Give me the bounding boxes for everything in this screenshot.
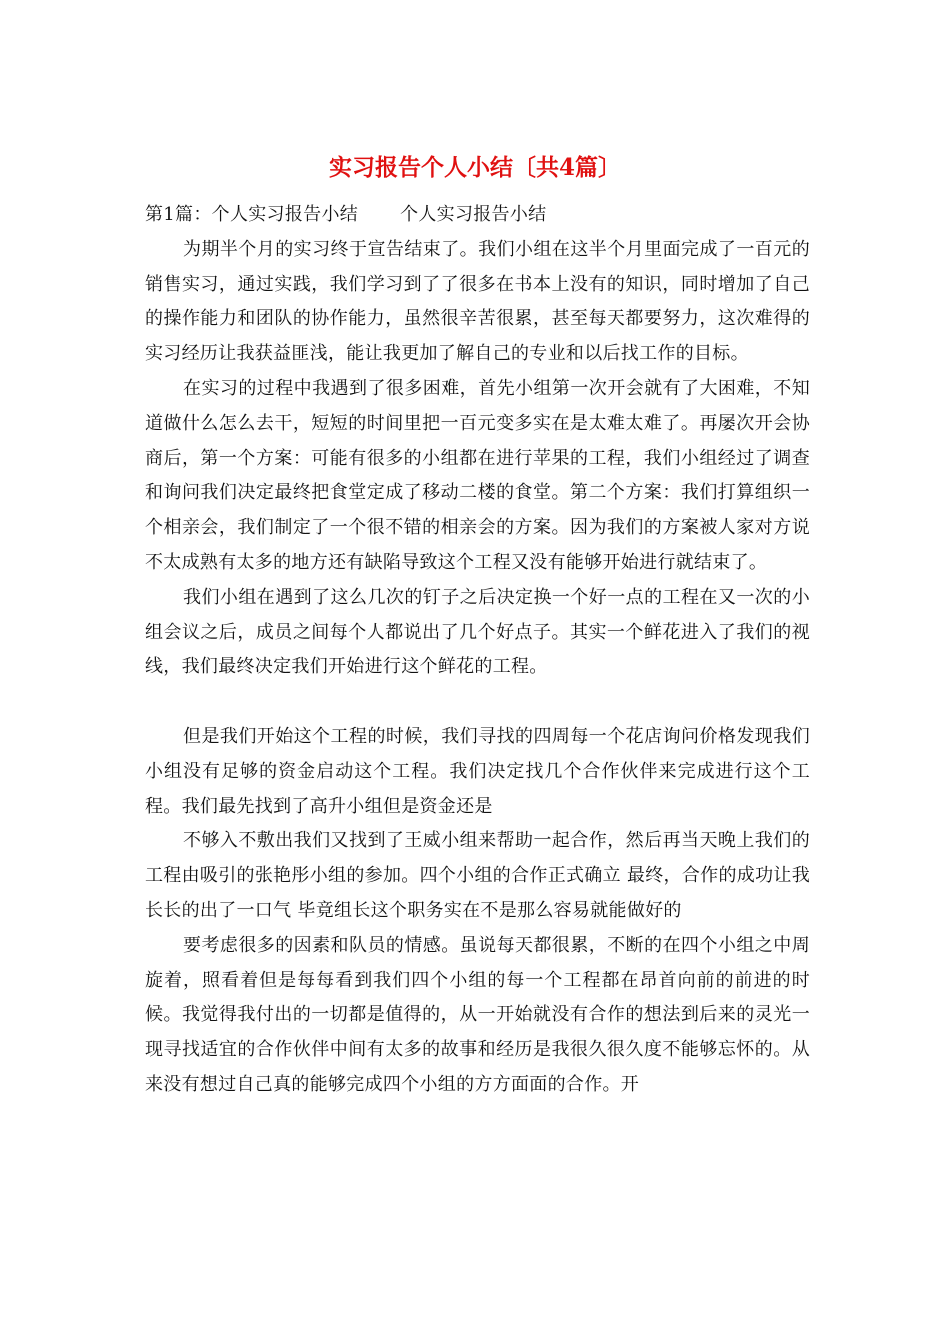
document-title: 实习报告个人小结〔共4篇〕 bbox=[328, 154, 621, 181]
section-heading-subtitle: 个人实习报告小结 bbox=[400, 204, 547, 225]
blank-line bbox=[145, 685, 810, 720]
paragraph-3: 我们小组在遇到了这么几次的钉子之后决定换一个好一点的工程在又一次的小组会议之后，成员之间每个人都说出了几个好点子。其实一个鲜花进入了我们的视线，我们最终决定我们开始进行这个鲜花的工程。 bbox=[145, 586, 810, 678]
document-body bbox=[145, 198, 810, 1103]
paragraph-5: 不够入不敷出我们又找到了王威小组来帮助一起合作，然后再当天晚上我们的工程由吸引的张艳彤小组的参加。四个小组的合作正式确立 最终，合作的成功让我长长的出了一口气 毕竟组长这个职务实在不是那么容易就能做好的 bbox=[145, 830, 810, 921]
paragraph-2: 在实习的过程中我遇到了很多困难，首先小组第一次开会就有了大困难，不知道做什么怎么去干，短短的时间里把一百元变多实在是太难太难了。再屡次开会协商后，第一个方案：可能有很多的小组都在进行苹果的工程，我们小组经过了调查和询问我们决定最终把食堂定成了移动二楼的食堂。第二个方案：我们打算组织一个相亲会，我们制定了一个很不错的相亲会的方案。因为我们的方案被人家对方说不太成熟有太多的地方还有缺陷导致这个工程又没有能够开始进行就结束了。 bbox=[145, 377, 810, 573]
section-heading-label: 第1篇：个人实习报告小结 bbox=[145, 204, 359, 225]
paragraph-1: 为期半个月的实习终于宣告结束了。我们小组在这半个月里面完成了一百元的销售实习，通过实践，我们学习到了了很多在书本上没有的知识，同时增加了自己的操作能力和团队的协作能力，虽然很辛苦很累，甚至每天都要努力，这次难得的实习经历让我获益匪浅，能让我更加了解自己的专业和以后找工作的目标。 bbox=[145, 238, 810, 365]
paragraph-4: 但是我们开始这个工程的时候，我们寻找的四周每一个花店询问价格发现我们小组没有足够的资金启动这个工程。我们决定找几个合作伙伴来完成进行这个工程。我们最先找到了高升小组但是资金还是 bbox=[145, 725, 810, 817]
section-heading bbox=[145, 198, 810, 233]
paragraph-6: 要考虑很多的因素和队员的情感。虽说每天都很累，不断的在四个小组之中周旋着，照看着但是每每看到我们四个小组的每一个工程都在昂首向前的前进的时候。我觉得我付出的一切都是值得的，从一开始就没有合作的想法到后来的灵光一现寻找适宜的合作伙伴中间有太多的故事和经历是我很久很久度不能够忘怀的。从来没有想过自己真的能够完成四个小组的方方面面的合作。开 bbox=[145, 934, 810, 1095]
